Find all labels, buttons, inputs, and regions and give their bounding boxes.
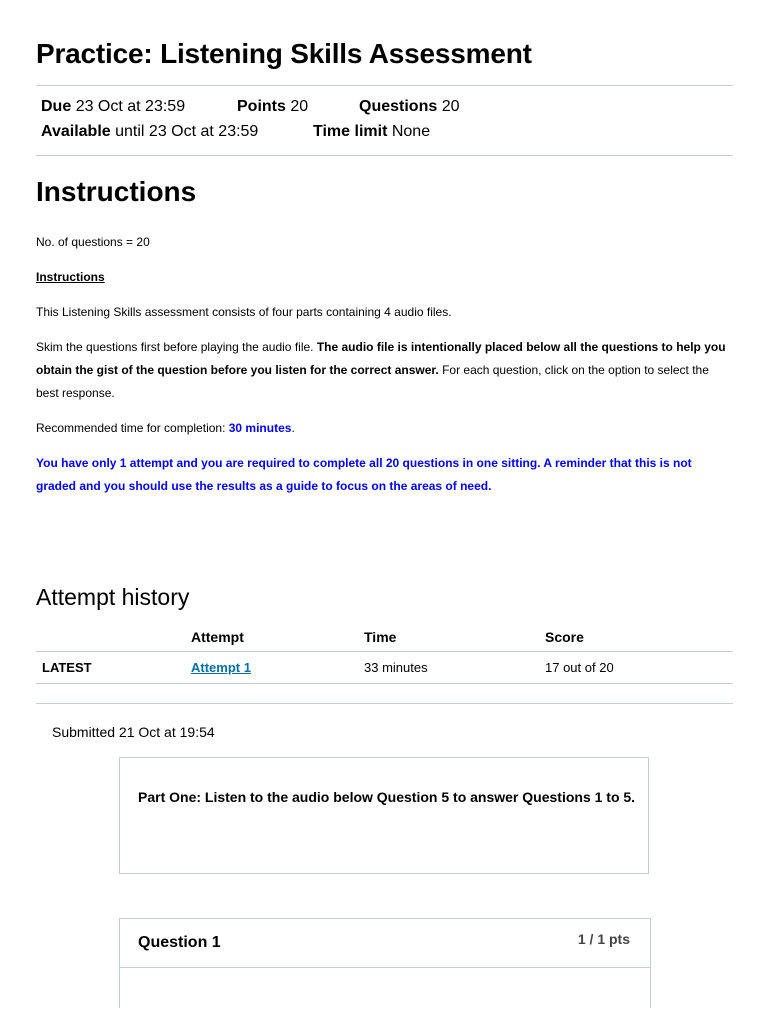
points-value: 20 (290, 98, 309, 115)
part-one-box (119, 757, 649, 874)
questions-count (359, 98, 459, 116)
time-limit-value: None (391, 123, 431, 140)
time-limit-label: Time limit (313, 123, 388, 140)
column-header-attempt: Attempt (191, 622, 364, 652)
due-label: Due (41, 98, 72, 115)
points-label: Points (237, 98, 286, 115)
attempt-notice: You have only 1 attempt and you are required to complete all 20 questions in one sitting. A reminder that this is not graded and you should use the results as a guide to focus on the areas of need. (36, 456, 692, 493)
instructions-heading: Instructions (36, 176, 197, 207)
attempt-history-heading: Attempt history (36, 584, 190, 610)
part-one-text: Part One: Listen to the audio below Question 5 to answer Questions 1 to 5. (138, 789, 636, 805)
skim-tail-text: For each question, click on the option to select the best response. (36, 363, 709, 400)
recommended-suffix: . (291, 421, 295, 435)
time-limit (313, 123, 430, 141)
instructions-subheading (36, 266, 732, 289)
divider (36, 85, 733, 86)
question-points: 1 / 1 pts (577, 931, 630, 947)
divider (36, 703, 733, 704)
intro-text: This Listening Skills assessment consists of four parts containing 4 audio files. (36, 305, 452, 319)
due-date (41, 98, 185, 116)
skim-emphasis: The audio file is intentionally placed below all the questions to help you obtain the gist of the question before you listen for the correct answer. (36, 340, 726, 377)
instructions-subheading-text: Instructions (36, 270, 105, 284)
attempt-score: 17 out of 20 (545, 652, 733, 684)
attempt-link[interactable]: Attempt 1 (191, 660, 251, 675)
question-title: Question 1 (138, 934, 221, 951)
available-label: Available (41, 123, 111, 140)
question-header (120, 919, 650, 968)
recommended-label: Recommended time for completion: (36, 421, 229, 435)
skim-instructions (36, 336, 732, 405)
table-header-row (36, 622, 733, 652)
divider (36, 155, 733, 156)
due-value: 23 Oct at 23:59 (75, 98, 186, 115)
recommended-value: 30 minutes (228, 421, 292, 435)
attempt-cell (191, 652, 364, 684)
points (237, 98, 308, 116)
question-card (119, 918, 651, 1008)
quiz-title: Practice: Listening Skills Assessment (36, 38, 532, 69)
column-header-time: Time (364, 622, 545, 652)
submitted-timestamp: Submitted 21 Oct at 19:54 (52, 724, 215, 740)
attempt-history-table (36, 622, 733, 684)
skim-text: Skim the questions first before playing the audio file. (36, 340, 317, 354)
recommended-time (36, 417, 732, 440)
column-header (36, 622, 191, 652)
available-window (41, 123, 258, 141)
column-header-score: Score (545, 622, 733, 652)
questions-value: 20 (441, 98, 460, 115)
available-value: until 23 Oct at 23:59 (115, 123, 259, 140)
table-row (36, 652, 733, 684)
questions-label: Questions (359, 98, 438, 115)
attempt-time: 33 minutes (364, 652, 545, 684)
attempt-label: LATEST (36, 652, 191, 684)
question-count-text: No. of questions = 20 (36, 235, 150, 249)
